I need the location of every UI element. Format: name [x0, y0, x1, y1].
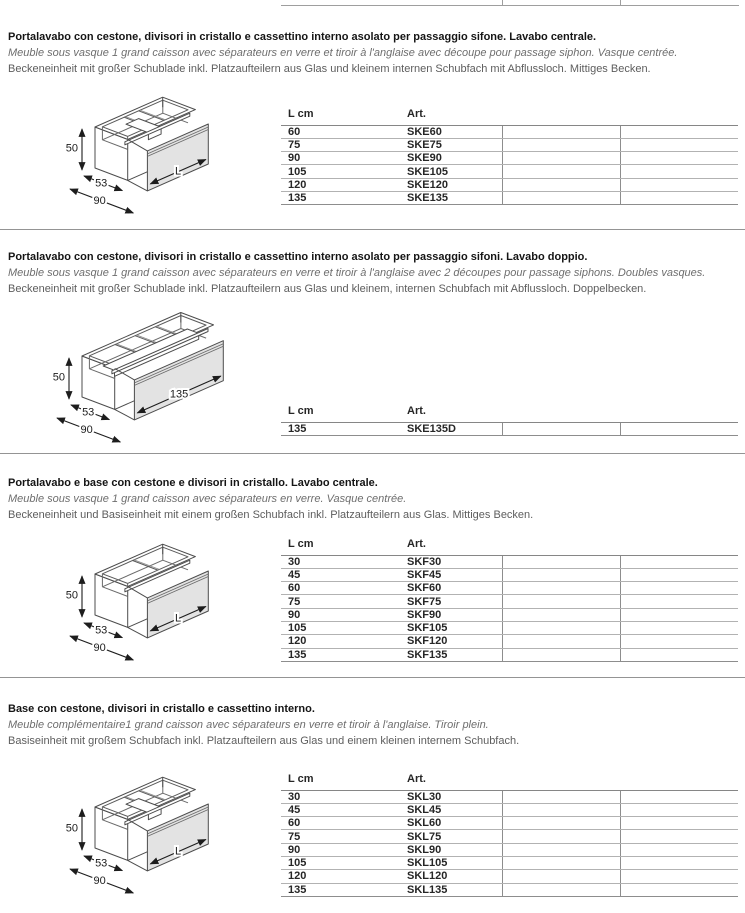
cell-length: 120 — [281, 178, 400, 191]
col-header-length: L cm — [281, 769, 400, 790]
cell-empty — [620, 608, 738, 621]
cell-length: 30 — [281, 790, 400, 803]
table-row — [281, 883, 738, 896]
cell-empty — [620, 883, 738, 896]
cell-empty — [502, 817, 620, 830]
table-row — [281, 856, 738, 869]
cell-empty — [502, 856, 620, 869]
cell-empty — [620, 648, 738, 661]
cell-empty — [620, 422, 738, 435]
cell-article: SKE135 — [400, 191, 502, 204]
dim-height-label: 50 — [65, 142, 78, 155]
table-row — [281, 125, 738, 138]
col-header-empty — [502, 769, 620, 790]
cell-article: SKE75 — [400, 138, 502, 151]
cell-empty — [620, 870, 738, 883]
cell-empty — [620, 790, 738, 803]
cell-empty — [502, 803, 620, 816]
dim-total-depth-label: 90 — [80, 424, 93, 436]
cell-article: SKF30 — [400, 555, 502, 568]
cell-length: 135 — [281, 422, 400, 435]
cell-empty — [502, 595, 620, 608]
section-heading — [8, 475, 533, 523]
cell-empty — [620, 191, 738, 204]
table-row — [281, 582, 738, 595]
cell-empty — [620, 125, 738, 138]
heading-german: Beckeneinheit mit großer Schublade inkl. Platzaufteilern aus Glas und kleinem internen Schubfach mit Abflussloch. Mittiges Becken. — [8, 63, 651, 75]
cell-article: SKE135D — [400, 422, 502, 435]
cell-length: 105 — [281, 856, 400, 869]
section-separator — [0, 677, 745, 678]
cell-article: SKL45 — [400, 803, 502, 816]
cell-article: SKF45 — [400, 568, 502, 581]
cell-empty — [502, 635, 620, 648]
table-row — [281, 635, 738, 648]
dim-depth-label: 53 — [82, 406, 95, 419]
heading-french: Meuble sous vasque 1 grand caisson avec séparateurs en verre. Vasque centrée. — [8, 493, 407, 505]
dim-width-label: L — [175, 845, 182, 858]
table-row — [281, 621, 738, 634]
cabinet-drawing — [50, 758, 280, 910]
cell-empty — [620, 152, 738, 165]
previous-table-divider — [620, 0, 621, 5]
cell-article: SKL120 — [400, 870, 502, 883]
table-row — [281, 178, 738, 191]
section-separator — [0, 453, 745, 454]
cell-article: SKF120 — [400, 635, 502, 648]
cell-empty — [620, 843, 738, 856]
cell-empty — [620, 803, 738, 816]
product-table — [281, 534, 738, 662]
dim-width-label: L — [175, 612, 182, 625]
cell-empty — [620, 178, 738, 191]
dim-depth-label: 53 — [95, 624, 108, 637]
dim-depth-label: 53 — [95, 177, 108, 190]
table-row — [281, 790, 738, 803]
heading-italian: Portalavabo con cestone, divisori in cristallo e cassettino interno asolato per passaggio sifone. Lavabo centrale. — [8, 31, 597, 43]
dim-height-label: 50 — [65, 822, 78, 835]
cell-length: 105 — [281, 165, 400, 178]
cell-article: SKE90 — [400, 152, 502, 165]
cell-empty — [502, 830, 620, 843]
table-row — [281, 138, 738, 151]
cell-length: 90 — [281, 152, 400, 165]
previous-table-bottom-line — [281, 5, 739, 6]
heading-french: Meuble complémentaire1 grand caisson avec séparateurs en verre et tiroir à l'anglaise. Tiroir plein. — [8, 719, 489, 731]
cell-length: 90 — [281, 843, 400, 856]
cell-length: 135 — [281, 648, 400, 661]
cell-article: SKF75 — [400, 595, 502, 608]
cell-article: SKL60 — [400, 817, 502, 830]
col-header-length: L cm — [281, 534, 400, 555]
col-header-article: Art. — [400, 401, 502, 422]
cell-length: 120 — [281, 870, 400, 883]
dim-height-label: 50 — [52, 371, 65, 384]
table-row — [281, 817, 738, 830]
cell-empty — [620, 555, 738, 568]
cell-article: SKL90 — [400, 843, 502, 856]
product-table — [281, 401, 738, 436]
cell-empty — [502, 790, 620, 803]
dim-height-label: 50 — [65, 589, 78, 602]
table-row — [281, 803, 738, 816]
cabinet-drawing — [40, 294, 310, 454]
cell-empty — [502, 152, 620, 165]
cell-empty — [502, 125, 620, 138]
cell-empty — [620, 635, 738, 648]
heading-french: Meuble sous vasque 1 grand caisson avec séparateurs en verre et tiroir à l'anglaise avec 2 découpes pour passage siphons. Doubles vasques. — [8, 267, 706, 279]
col-header-empty — [620, 769, 738, 790]
col-header-article: Art. — [400, 104, 502, 125]
dim-total-depth-label: 90 — [93, 642, 106, 654]
cell-empty — [620, 165, 738, 178]
cell-length: 135 — [281, 883, 400, 896]
cell-empty — [502, 138, 620, 151]
cell-empty — [620, 856, 738, 869]
cell-article: SKE120 — [400, 178, 502, 191]
col-header-article: Art. — [400, 534, 502, 555]
dim-total-depth-label: 90 — [93, 195, 106, 207]
dim-depth-label: 53 — [95, 857, 108, 870]
cell-empty — [502, 582, 620, 595]
cell-empty — [502, 178, 620, 191]
cell-length: 75 — [281, 138, 400, 151]
cabinet-drawing — [50, 524, 280, 674]
cell-length: 90 — [281, 608, 400, 621]
cabinet-drawing — [50, 84, 280, 226]
cell-article: SKL75 — [400, 830, 502, 843]
col-header-empty — [502, 104, 620, 125]
cell-empty — [502, 568, 620, 581]
dim-width-label: 135 — [169, 388, 189, 401]
dim-total-depth-label: 90 — [93, 875, 106, 887]
cell-empty — [502, 621, 620, 634]
table-row — [281, 568, 738, 581]
section-heading — [8, 249, 705, 297]
cell-empty — [502, 191, 620, 204]
col-header-empty — [620, 534, 738, 555]
cell-empty — [502, 608, 620, 621]
table-row — [281, 648, 738, 661]
cell-length: 135 — [281, 191, 400, 204]
section-heading — [8, 701, 519, 749]
heading-italian: Portalavabo e base con cestone e divisori in cristallo. Lavabo centrale. — [8, 477, 378, 489]
cell-empty — [502, 165, 620, 178]
section-separator — [0, 229, 745, 230]
product-table — [281, 769, 738, 897]
col-header-article: Art. — [400, 769, 502, 790]
product-table — [281, 104, 738, 205]
col-header-length: L cm — [281, 104, 400, 125]
cell-length: 45 — [281, 568, 400, 581]
cell-empty — [620, 138, 738, 151]
heading-italian: Portalavabo con cestone, divisori in cristallo e cassettino interno asolato per passaggio sifoni. Lavabo doppio. — [8, 251, 588, 263]
cell-article: SKL105 — [400, 856, 502, 869]
cell-length: 105 — [281, 621, 400, 634]
cell-length: 120 — [281, 635, 400, 648]
table-row — [281, 870, 738, 883]
cell-empty — [502, 555, 620, 568]
section-heading — [8, 29, 677, 77]
cell-empty — [502, 422, 620, 435]
cell-empty — [502, 883, 620, 896]
heading-italian: Base con cestone, divisori in cristallo e cassettino interno. — [8, 703, 315, 715]
cell-article: SKF105 — [400, 621, 502, 634]
cell-article: SKE60 — [400, 125, 502, 138]
table-row — [281, 191, 738, 204]
heading-german: Beckeneinheit und Basiseinheit mit einem großen Schubfach inkl. Platzaufteilern aus Glas. Mittiges Becken. — [8, 509, 534, 521]
heading-german: Basiseinheit mit großem Schubfach inkl. Platzaufteilern aus Glas und einem kleinen internem Schubfach. — [8, 735, 520, 747]
table-header-row — [281, 104, 738, 125]
cell-length: 45 — [281, 803, 400, 816]
table-row — [281, 165, 738, 178]
cell-empty — [620, 568, 738, 581]
cell-length: 75 — [281, 830, 400, 843]
cell-article: SKF135 — [400, 648, 502, 661]
table-row — [281, 555, 738, 568]
col-header-empty — [502, 534, 620, 555]
cell-length: 75 — [281, 595, 400, 608]
cell-empty — [620, 595, 738, 608]
cell-empty — [620, 830, 738, 843]
cell-article: SKL135 — [400, 883, 502, 896]
col-header-length: L cm — [281, 401, 400, 422]
table-row — [281, 843, 738, 856]
cell-article: SKL30 — [400, 790, 502, 803]
table-header-row — [281, 769, 738, 790]
table-row — [281, 608, 738, 621]
table-header-row — [281, 534, 738, 555]
col-header-empty — [620, 401, 738, 422]
col-header-empty — [620, 104, 738, 125]
dim-width-label: L — [175, 165, 182, 178]
cell-empty — [620, 817, 738, 830]
table-row — [281, 422, 738, 435]
cell-empty — [502, 843, 620, 856]
cell-empty — [502, 870, 620, 883]
table-row — [281, 830, 738, 843]
col-header-empty — [502, 401, 620, 422]
cell-length: 60 — [281, 817, 400, 830]
previous-table-divider — [502, 0, 503, 5]
table-row — [281, 152, 738, 165]
table-row — [281, 595, 738, 608]
cell-article: SKF60 — [400, 582, 502, 595]
cell-length: 60 — [281, 125, 400, 138]
table-header-row — [281, 401, 738, 422]
cell-article: SKE105 — [400, 165, 502, 178]
heading-french: Meuble sous vasque 1 grand caisson avec séparateurs en verre et tiroir à l'anglaise avec découpe pour passage siphon. Vasque centrée. — [8, 47, 678, 59]
heading-german: Beckeneinheit mit großer Schublade inkl. Platzaufteilern aus Glas und kleinem, internen Schubfach mit Abflussloch. Doppelbecken. — [8, 283, 647, 295]
cell-empty — [620, 582, 738, 595]
cell-empty — [620, 621, 738, 634]
cell-length: 30 — [281, 555, 400, 568]
cell-length: 60 — [281, 582, 400, 595]
cell-article: SKF90 — [400, 608, 502, 621]
cell-empty — [502, 648, 620, 661]
